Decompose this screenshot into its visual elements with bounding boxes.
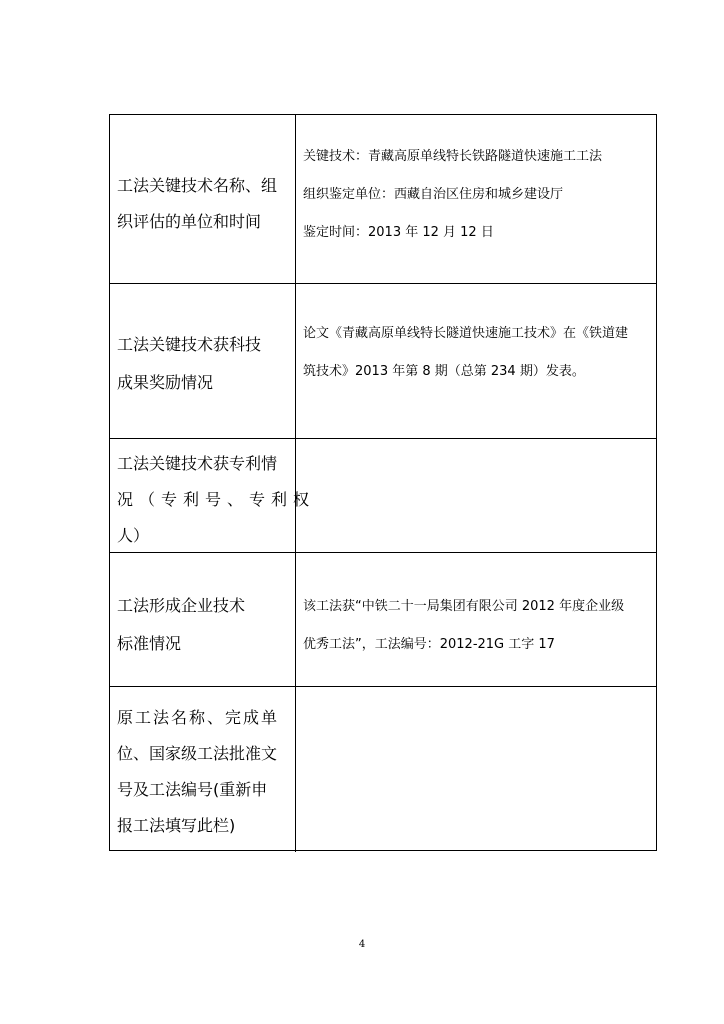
table-row <box>110 284 656 439</box>
row-label-line: 况（专利号、专利权 <box>117 490 316 509</box>
table-row <box>110 687 656 852</box>
row-value-line: 该工法获“中铁二十一局集团有限公司 2012 年度企业级 <box>303 599 625 614</box>
row-label-cell <box>110 284 296 438</box>
row-value-cell <box>296 687 656 852</box>
table-row <box>110 115 656 284</box>
row-label-line: 工法关键技术名称、组 <box>117 176 278 195</box>
table-row <box>110 439 656 553</box>
row-label-line: 工法关键技术获科技 <box>117 335 262 354</box>
row-value-cell <box>296 553 656 686</box>
table-row <box>110 553 656 687</box>
row-label-line: 号及工法编号(重新申 <box>117 780 268 799</box>
row-label-line: 原工法名称、完成单 <box>117 708 280 727</box>
row-label-cell <box>110 439 316 552</box>
row-value-line: 鉴定时间：2013 年 12 月 12 日 <box>303 225 494 240</box>
row-label-line: 成果奖励情况 <box>117 373 214 392</box>
row-label-cell <box>110 115 296 283</box>
row-value-line: 组织鉴定单位：西藏自治区住房和城乡建设厅 <box>303 187 564 202</box>
page-number: 4 <box>358 939 366 950</box>
row-value-cell <box>296 284 656 438</box>
row-label-line: 位、国家级工法批准文 <box>117 744 278 763</box>
row-label-line: 人） <box>117 526 150 545</box>
row-label-line: 标准情况 <box>117 634 182 653</box>
row-value-cell <box>296 115 656 283</box>
info-table <box>109 114 657 851</box>
row-label-line: 报工法填写此栏) <box>117 816 236 835</box>
row-value-cell <box>296 439 656 552</box>
row-label-cell <box>110 553 296 686</box>
row-value-line: 优秀工法”，工法编号：2012-21G 工字 17 <box>303 637 555 652</box>
row-label-line: 工法关键技术获专利情 <box>117 454 278 473</box>
row-value-line: 关键技术：青藏高原单线特长铁路隧道快速施工工法 <box>303 149 603 164</box>
row-label-cell <box>110 687 296 852</box>
row-label-line: 织评估的单位和时间 <box>117 212 262 231</box>
row-value-line: 论文《青藏高原单线特长隧道快速施工技术》在《铁道建 <box>303 326 629 341</box>
row-value-line: 筑技术》2013 年第 8 期（总第 234 期）发表。 <box>303 364 585 379</box>
row-label-line: 工法形成企业技术 <box>117 596 246 615</box>
